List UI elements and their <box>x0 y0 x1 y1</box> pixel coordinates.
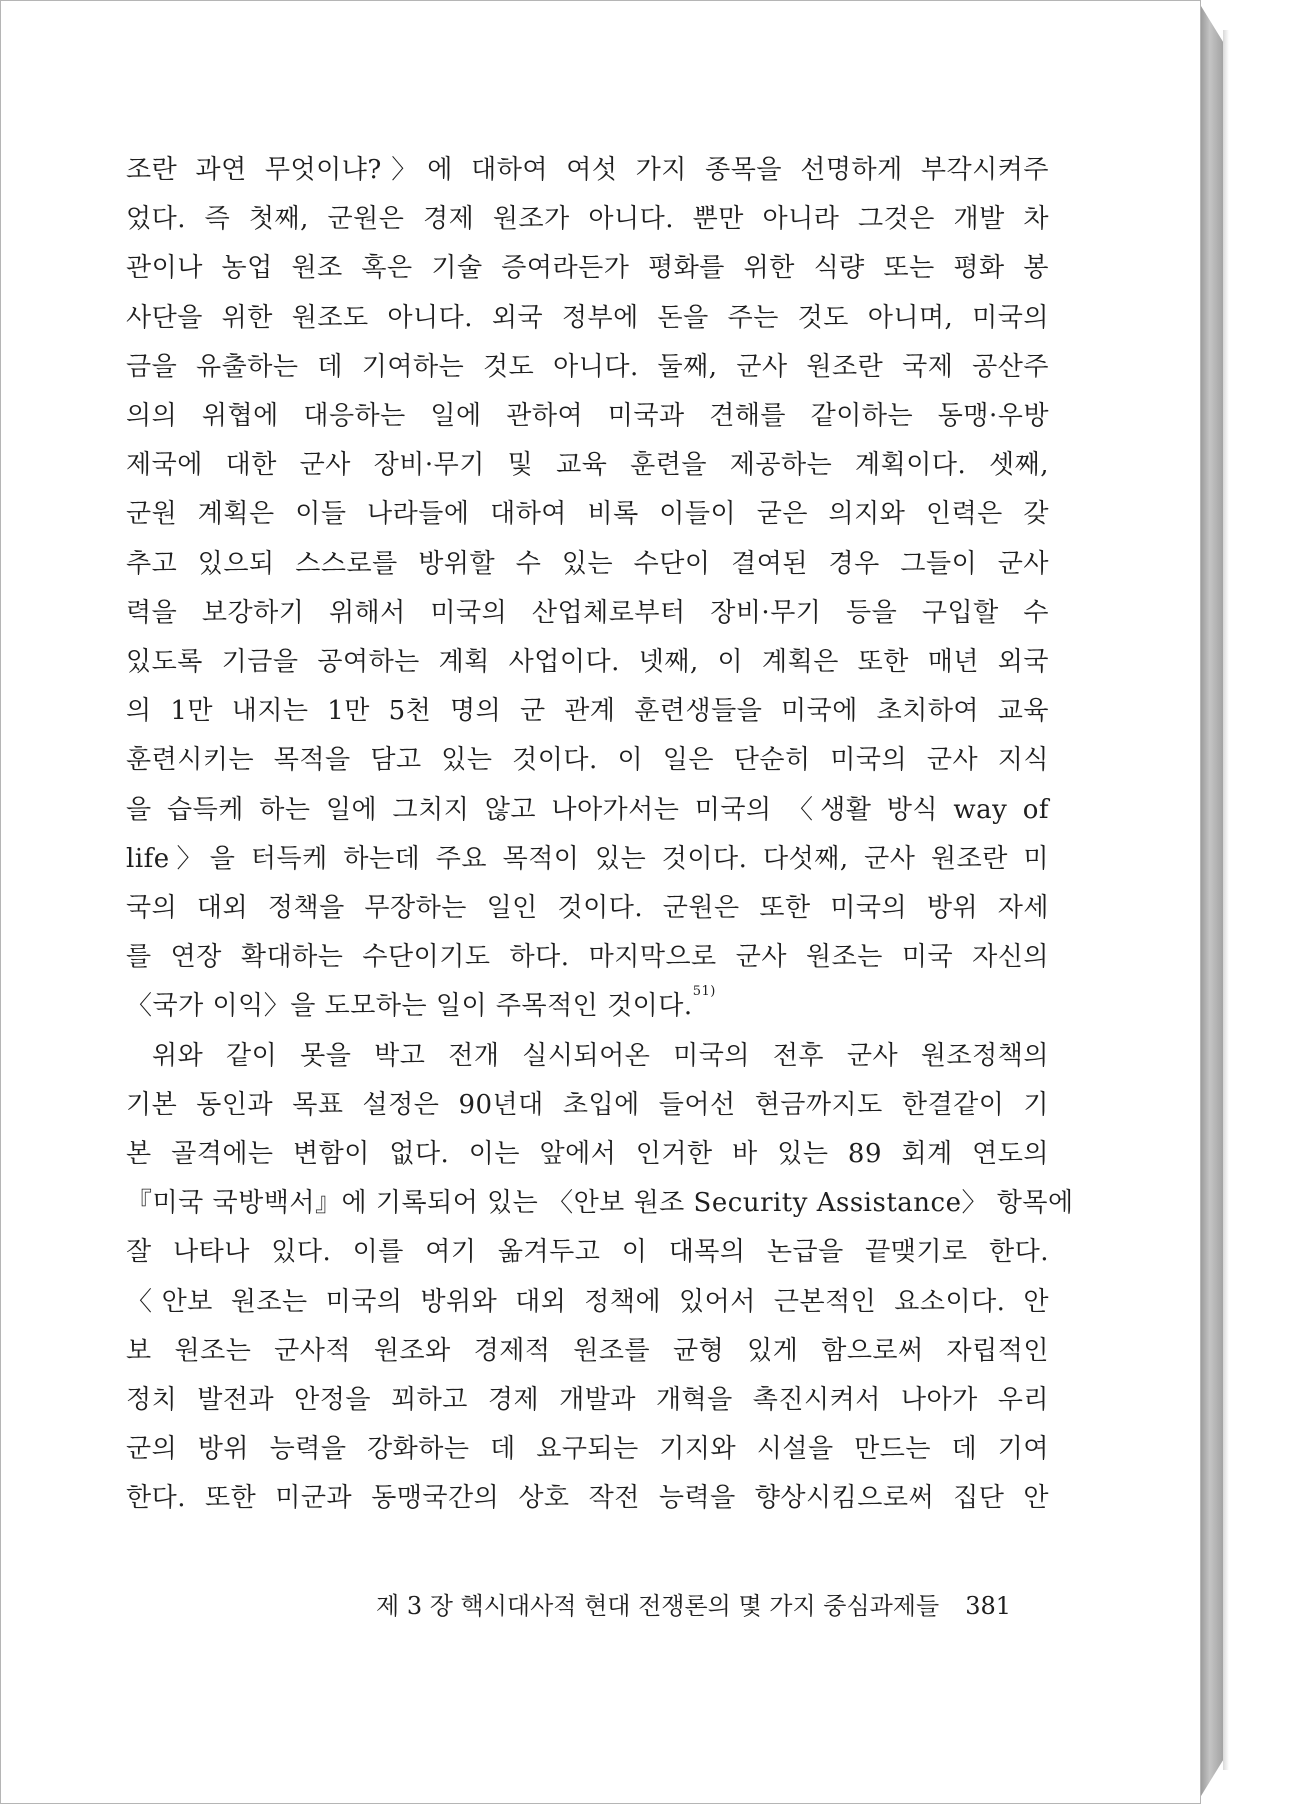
text-line: 을 습득케 하는 일에 그치지 않고 나아가서는 미국의 〈생활 방식 way of <box>126 794 1049 825</box>
text-line: 보 원조는 군사적 원조와 경제적 원조를 균형 있게 함으로써 자립적인 <box>126 1335 1049 1366</box>
page-footer <box>1 1586 1011 1621</box>
text-line: 〈안보 원조는 미국의 방위와 대외 정책에 있어서 근본적인 요소이다. 안 <box>126 1286 1049 1317</box>
footnote-reference: 51) <box>692 984 716 1000</box>
text-line-content: 〈국가 이익〉을 도모하는 일이 주목적인 것이다. <box>126 991 693 1022</box>
text-line: 『미국 국방백서』에 기록되어 있는 〈안보 원조 Security Assistance〉 항목에 <box>126 1188 1074 1219</box>
text-line: life〉을 터득케 하는데 주요 목적이 있는 것이다. 다섯째, 군사 원조란 미 <box>126 843 1049 874</box>
text-line: 있도록 기금을 공여하는 계획 사업이다. 넷째, 이 계획은 또한 매년 외국 <box>126 647 1049 678</box>
text-line: 제국에 대한 군사 장비·무기 및 교육 훈련을 제공하는 계획이다. 셋째, <box>126 450 1049 481</box>
page-curl-edge <box>1201 6 1223 1796</box>
text-line: 정치 발전과 안정을 꾀하고 경제 개발과 개혁을 촉진시켜서 나아가 우리 <box>126 1385 1049 1416</box>
page-shadow <box>1223 30 1229 1770</box>
text-line: 사단을 위한 원조도 아니다. 외국 정부에 돈을 주는 것도 아니며, 미국의 <box>126 302 1049 333</box>
text-line: 군의 방위 능력을 강화하는 데 요구되는 기지와 시설을 만드는 데 기여 <box>126 1434 1049 1465</box>
page-number: 381 <box>965 1592 1011 1620</box>
text-line: 한다. 또한 미군과 동맹국간의 상호 작전 능력을 향상시킴으로써 집단 안 <box>126 1483 1049 1514</box>
text-line: 본 골격에는 변함이 없다. 이는 앞에서 인거한 바 있는 89 회계 연도의 <box>126 1139 1049 1170</box>
text-line: 력을 보강하기 위해서 미국의 산업체로부터 장비·무기 등을 구입할 수 <box>126 597 1049 628</box>
body-text <box>126 146 1074 1524</box>
text-line: 군원 계획은 이들 나라들에 대하여 비록 이들이 굳은 의지와 인력은 갖 <box>126 499 1049 530</box>
text-line: 관이나 농업 원조 혹은 기술 증여라든가 평화를 위한 식량 또는 평화 봉 <box>126 253 1049 284</box>
text-line: 조란 과연 무엇이냐?〉에 대하여 여섯 가지 종목을 선명하게 부각시켜주 <box>126 155 1049 185</box>
text-line: 잘 나타나 있다. 이를 여기 옮겨두고 이 대목의 논급을 끝맺기로 한다. <box>126 1237 1049 1268</box>
text-line: 를 연장 확대하는 수단이기도 하다. 마지막으로 군사 원조는 미국 자신의 <box>126 942 1049 973</box>
text-line: 금을 유출하는 데 기여하는 것도 아니다. 둘째, 군사 원조란 국제 공산주 <box>126 351 1049 382</box>
text-line: 국의 대외 정책을 무장하는 일인 것이다. 군원은 또한 미국의 방위 자세 <box>126 893 1049 924</box>
text-line-with-footnote <box>126 982 1049 1031</box>
text-line: 추고 있으되 스스로를 방위할 수 있는 수단이 결여된 경우 그들이 군사 <box>126 548 1049 579</box>
text-line: 었다. 즉 첫째, 군원은 경제 원조가 아니다. 뿐만 아니라 그것은 개발 차 <box>126 204 1049 235</box>
text-line: 의의 위협에 대응하는 일에 관하여 미국과 견해를 같이하는 동맹·우방 <box>126 401 1049 432</box>
text-line: 훈련시키는 목적을 담고 있는 것이다. 이 일은 단순히 미국의 군사 지식 <box>126 745 1049 776</box>
text-line: 의 1만 내지는 1만 5천 명의 군 관계 훈련생들을 미국에 초치하여 교육 <box>126 696 1049 727</box>
text-line: 기본 동인과 목표 설정은 90년대 초입에 들어선 현금까지도 한결같이 기 <box>126 1089 1049 1120</box>
running-head: 제 3 장 핵시대사적 현대 전쟁론의 몇 가지 중심과제들 <box>376 1592 940 1620</box>
text-line-indented: 위와 같이 못을 박고 전개 실시되어온 미국의 전후 군사 원조정책의 <box>152 1040 1049 1071</box>
